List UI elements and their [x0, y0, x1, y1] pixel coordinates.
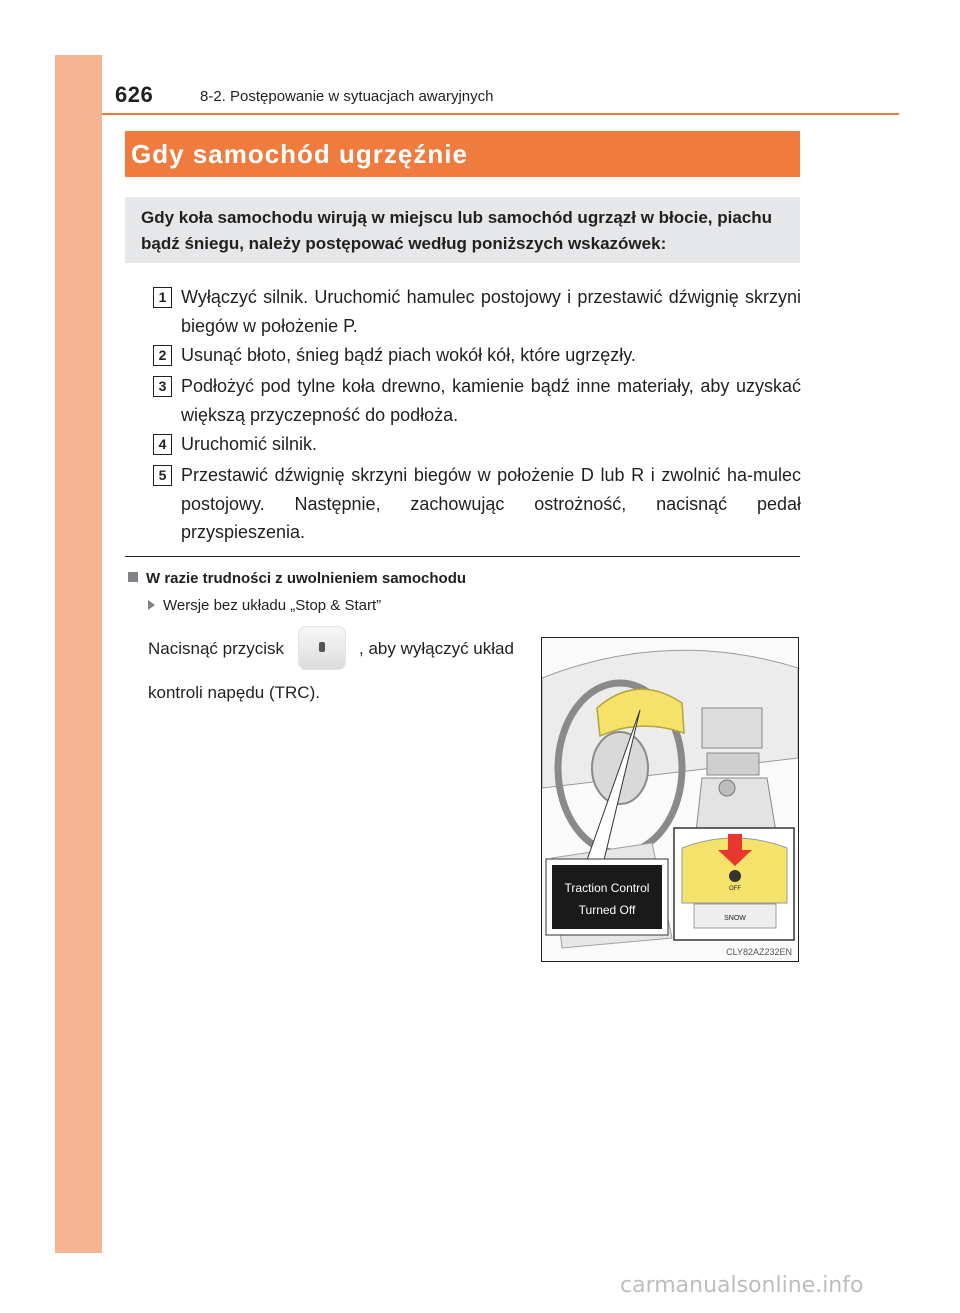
section-divider	[125, 556, 800, 557]
switch-snow-label: SNOW	[724, 915, 746, 922]
step-5	[153, 461, 801, 547]
step-4	[153, 430, 801, 459]
intro-box: Gdy koła samochodu wirują w miejscu lub samochód ugrzązł w błocie, piachu bądź śniegu, należy postępować według poniższych wskazówek:	[125, 197, 800, 263]
trc-off-button-icon	[298, 626, 346, 670]
step-number: 3	[153, 376, 172, 397]
note-heading	[128, 570, 466, 587]
step-text: Wyłączyć silnik. Uruchomić hamulec postojowy i przestawić dźwignię skrzyni biegów w położenie P.	[181, 287, 801, 336]
section-reference: 8-2. Postępowanie w sytuacjach awaryjnych	[200, 88, 494, 105]
switch-off-label: OFF	[729, 886, 741, 892]
step-number: 2	[153, 345, 172, 366]
step-text: Uruchomić silnik.	[181, 434, 318, 454]
step-text: Przestawić dźwignię skrzyni biegów w położenie D lub R i zwolnić ha-mulec postojowy. Następnie, zachowując ostrożność, nacisnąć pedał przyspieszenia.	[181, 465, 801, 542]
note-body-start: Nacisnąć przycisk	[148, 639, 285, 658]
step-number: 4	[153, 434, 172, 455]
step-number: 1	[153, 287, 172, 308]
step-2	[153, 341, 801, 370]
square-bullet-icon	[128, 572, 138, 582]
step-number: 5	[153, 465, 172, 486]
step-text: Usunąć błoto, śnieg bądź piach wokół kół, które ugrzęzły.	[181, 345, 636, 365]
dashboard-illustration	[541, 637, 799, 962]
display-line-2: Turned Off	[578, 903, 636, 917]
display-line-1: Traction Control	[564, 881, 650, 895]
step-3	[153, 372, 801, 429]
variant-text: Wersje bez układu „Stop & Start”	[163, 597, 382, 614]
source-watermark: carmanualsonline.info	[620, 1273, 864, 1298]
section-title: Gdy samochód ugrzęźnie	[125, 131, 800, 177]
page-number: 626	[115, 82, 154, 107]
step-text: Podłożyć pod tylne koła drewno, kamienie bądź inne materiały, aby uzyskać większą przyczepność do podłoża.	[181, 376, 801, 425]
header-rule	[102, 113, 899, 115]
note-body-after-icon: , aby wyłączyć układ	[359, 639, 514, 658]
note-heading-text: W razie trudności z uwolnieniem samochodu	[146, 570, 467, 587]
triangle-bullet-icon	[148, 600, 155, 610]
variant-label	[148, 597, 381, 614]
step-1	[153, 283, 801, 340]
side-tab	[55, 55, 102, 1253]
note-body-line2: kontroli napędu (TRC).	[148, 683, 320, 702]
dashboard-drawing	[542, 638, 798, 961]
figure-code: CLY82AZ232EN	[726, 947, 792, 957]
